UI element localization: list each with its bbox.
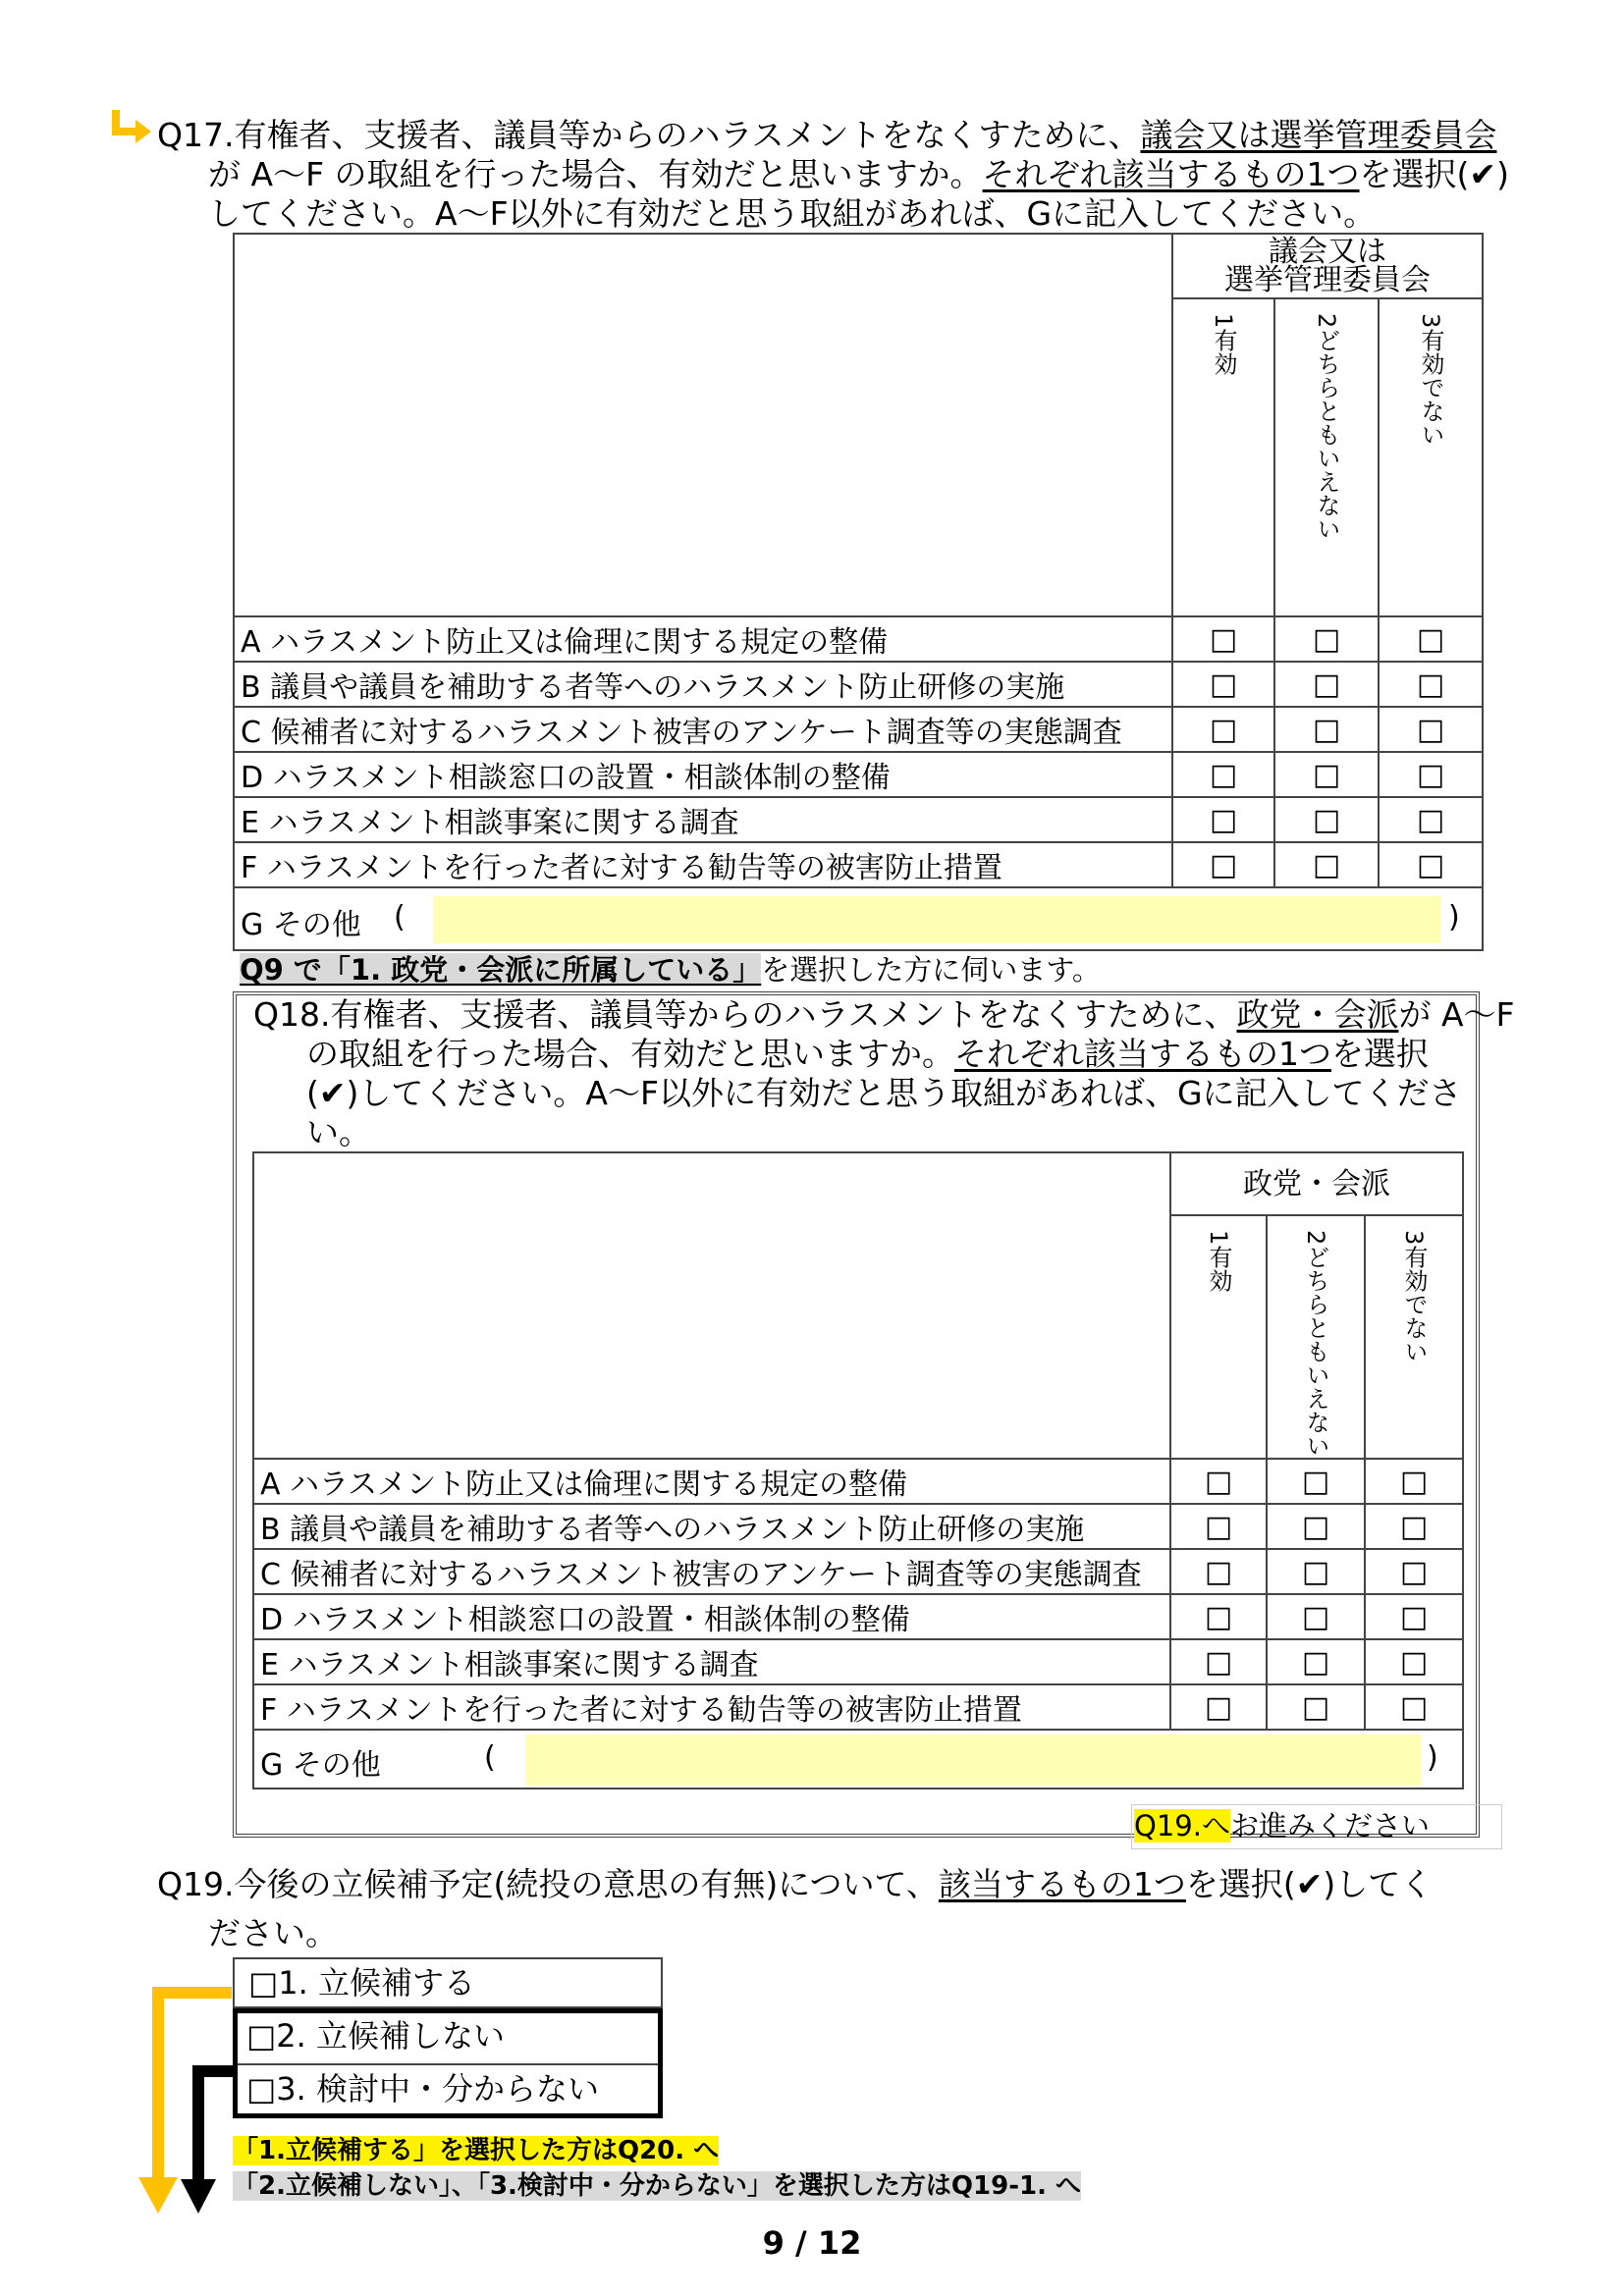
q17-row-c-checkbox-2[interactable]: □: [1274, 707, 1379, 752]
q19-route-note-1: [233, 2130, 719, 2166]
q17-row-e-checkbox-1[interactable]: □: [1172, 797, 1274, 842]
q17-col-header-3: 3有効でない: [1417, 313, 1445, 447]
q17-paren-open: (: [394, 900, 406, 934]
q18-row-c-checkbox-1[interactable]: □: [1170, 1549, 1267, 1594]
q17-col-header-1: 1有効: [1210, 313, 1237, 376]
q18-other-input[interactable]: [525, 1735, 1421, 1786]
q17-table: [233, 233, 1484, 951]
q18-paren-open: (: [484, 1740, 496, 1775]
q18-paren-close: ): [1427, 1740, 1438, 1775]
q17-row-g: [234, 887, 1483, 950]
q17-line3: してください。A～F以外に有効だと思う取組があれば、Gに記入してください。: [208, 194, 1377, 233]
q18-row-a-checkbox-2[interactable]: □: [1267, 1459, 1365, 1504]
q18-line2-text: の取組を行った場合、有効だと思いますか。: [306, 1035, 954, 1073]
skip-note: [1131, 1804, 1502, 1849]
q18-line4: い。: [306, 1113, 371, 1151]
q18-line2-post: を選択: [1331, 1035, 1429, 1073]
q17-line2-post: を選択(✔): [1359, 155, 1509, 193]
q17-line1: [157, 116, 1496, 155]
q18-condition-underlined: Q9 で「1. 政党・会派に所属している」: [240, 953, 762, 987]
q17-row-d-checkbox-2[interactable]: □: [1274, 752, 1379, 797]
q19-line1-text: Q19.今後の立候補予定(続投の意思の有無)について、: [157, 1865, 939, 1903]
q19-option-2[interactable]: □2. 立候補しない: [246, 2017, 505, 2055]
q17-line2: [208, 155, 1509, 194]
q18-row-d-checkbox-2[interactable]: □: [1267, 1594, 1365, 1639]
skip-note-rest: お進みください: [1229, 1809, 1430, 1842]
skip-note-target: Q19.へ: [1134, 1809, 1230, 1842]
q18-row-b-checkbox-3[interactable]: □: [1365, 1504, 1463, 1549]
q17-row-b-checkbox-1[interactable]: □: [1172, 662, 1274, 707]
q18-row-d-label: D ハラスメント相談窓口の設置・相談体制の整備: [253, 1594, 1170, 1639]
q17-row-c-checkbox-1[interactable]: □: [1172, 707, 1274, 752]
q18-row-g: [253, 1730, 1463, 1789]
q18-row-e-checkbox-2[interactable]: □: [1267, 1639, 1365, 1684]
q17-group-header: 議会又は 選挙管理委員会: [1172, 234, 1483, 298]
arrow-corner-icon: [110, 108, 153, 147]
q18-line3: (✔)してください。A～F以外に有効だと思う取組があれば、Gに記入してくださ: [306, 1074, 1462, 1112]
black-flow-arrow-icon: [177, 2061, 236, 2218]
q17-row-f-label: F ハラスメントを行った者に対する勧告等の被害防止措置: [234, 842, 1172, 887]
q17-row-a-checkbox-3[interactable]: □: [1379, 616, 1483, 662]
q19-line1-post: を選択(✔)してく: [1185, 1865, 1434, 1903]
q17-row-a-checkbox-2[interactable]: □: [1274, 616, 1379, 662]
q18-row-e-checkbox-1[interactable]: □: [1170, 1639, 1267, 1684]
q18-line2: [306, 1035, 1429, 1074]
q17-paren-close: ): [1448, 900, 1460, 934]
q18-row-e-label: E ハラスメント相談事案に関する調査: [253, 1639, 1170, 1684]
q18-line1-post: が A～F: [1398, 995, 1515, 1034]
q17-line1-text: Q17.有権者、支援者、議員等からのハラスメントをなくすために、: [157, 116, 1141, 154]
q18-line1: [253, 995, 1515, 1035]
q17-row-b-label: B 議員や議員を補助する者等へのハラスメント防止研修の実施: [234, 662, 1172, 707]
q17-row-a-checkbox-1[interactable]: □: [1172, 616, 1274, 662]
q17-row-c-checkbox-3[interactable]: □: [1379, 707, 1483, 752]
q17-other-input[interactable]: [433, 896, 1440, 943]
q17-target-underlined: 議会又は選挙管理委員会: [1140, 116, 1497, 154]
q17-row-f-checkbox-3[interactable]: □: [1379, 842, 1483, 887]
q18-target-underlined: 政党・会派: [1236, 995, 1399, 1034]
q18-row-c-checkbox-2[interactable]: □: [1267, 1549, 1365, 1594]
q18-blank-header: [253, 1152, 1170, 1459]
q19-route-note-2-text: 「2.立候補しない」、「3.検討中・分からない」を選択した方はQ19-1. へ: [233, 2171, 1082, 2201]
q17-col-header-2: 2どちらともいえない: [1313, 313, 1340, 541]
q17-line2-text: が A～F の取組を行った場合、有効だと思いますか。: [208, 155, 983, 193]
q18-row-a-label: A ハラスメント防止又は倫理に関する規定の整備: [253, 1459, 1170, 1504]
q19-route-note-2: [233, 2165, 1081, 2202]
q19-route-note-1-text: 「1.立候補する」を選択した方はQ20. へ: [233, 2136, 720, 2165]
q18-col-header-1: 1有効: [1205, 1230, 1232, 1293]
q17-row-a-label: A ハラスメント防止又は倫理に関する規定の整備: [234, 616, 1172, 662]
q18-other-label: G その他: [260, 1748, 381, 1783]
q17-row-f-checkbox-1[interactable]: □: [1172, 842, 1274, 887]
q17-blank-header: [234, 234, 1172, 616]
q18-row-b-checkbox-2[interactable]: □: [1267, 1504, 1365, 1549]
q17-row-e-checkbox-3[interactable]: □: [1379, 797, 1483, 842]
q17-row-c-label: C 候補者に対するハラスメント被害のアンケート調査等の実態調査: [234, 707, 1172, 752]
q19-line1: [157, 1865, 1433, 1904]
q18-condition: [240, 948, 1101, 988]
q19-line2: ださい。: [208, 1914, 338, 1952]
q19-option-3[interactable]: □3. 検討中・分からない: [246, 2070, 599, 2108]
q18-row-c-checkbox-3[interactable]: □: [1365, 1549, 1463, 1594]
q19-instruction-underlined: 該当するもの1つ: [938, 1865, 1186, 1903]
q18-row-e-checkbox-3[interactable]: □: [1365, 1639, 1463, 1684]
q18-row-a-checkbox-1[interactable]: □: [1170, 1459, 1267, 1504]
q18-row-d-checkbox-3[interactable]: □: [1365, 1594, 1463, 1639]
q17-row-d-checkbox-3[interactable]: □: [1379, 752, 1483, 797]
q17-row-e-checkbox-2[interactable]: □: [1274, 797, 1379, 842]
q17-row-d-checkbox-1[interactable]: □: [1172, 752, 1274, 797]
q18-line1-text: Q18.有権者、支援者、議員等からのハラスメントをなくすために、: [253, 995, 1237, 1034]
q17-instruction-underlined: それぞれ該当するもの1つ: [982, 155, 1360, 193]
q18-row-f-checkbox-3[interactable]: □: [1365, 1684, 1463, 1730]
q18-row-f-checkbox-1[interactable]: □: [1170, 1684, 1267, 1730]
q18-group-header: 政党・会派: [1170, 1152, 1463, 1215]
page-number: 9 / 12: [762, 2224, 862, 2262]
q18-col-header-3: 3有効でない: [1400, 1230, 1429, 1363]
q17-row-f-checkbox-2[interactable]: □: [1274, 842, 1379, 887]
q18-row-a-checkbox-3[interactable]: □: [1365, 1459, 1463, 1504]
q17-other-label: G その他: [241, 908, 361, 942]
q18-col-header-2: 2どちらともいえない: [1302, 1230, 1329, 1458]
q18-condition-rest: を選択した方に伺います。: [761, 953, 1101, 987]
q18-table: [252, 1151, 1464, 1789]
q18-row-b-checkbox-1[interactable]: □: [1170, 1504, 1267, 1549]
q18-instruction-underlined: それぞれ該当するもの1つ: [954, 1035, 1331, 1073]
q18-row-f-checkbox-2[interactable]: □: [1267, 1684, 1365, 1730]
q17-row-e-label: E ハラスメント相談事案に関する調査: [234, 797, 1172, 842]
q18-row-d-checkbox-1[interactable]: □: [1170, 1594, 1267, 1639]
q17-row-b-checkbox-3[interactable]: □: [1379, 662, 1483, 707]
q18-row-f-label: F ハラスメントを行った者に対する勧告等の被害防止措置: [253, 1684, 1170, 1730]
q18-row-c-label: C 候補者に対するハラスメント被害のアンケート調査等の実態調査: [253, 1549, 1170, 1594]
q17-row-d-label: D ハラスメント相談窓口の設置・相談体制の整備: [234, 752, 1172, 797]
q19-option-1[interactable]: □1. 立候補する: [233, 1957, 663, 2008]
q17-row-b-checkbox-2[interactable]: □: [1274, 662, 1379, 707]
q18-row-b-label: B 議員や議員を補助する者等へのハラスメント防止研修の実施: [253, 1504, 1170, 1549]
